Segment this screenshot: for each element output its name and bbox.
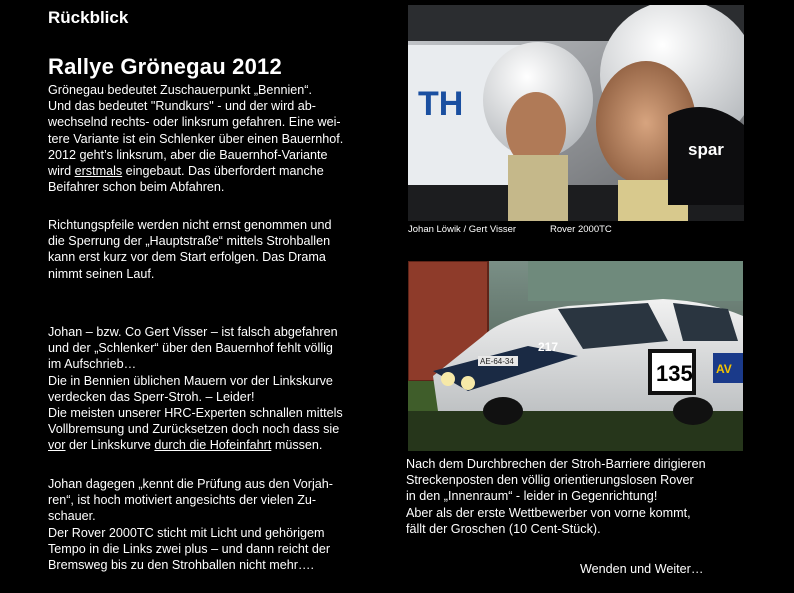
right-paragraph — [406, 456, 786, 537]
text-line: Tempo in die Links zwei plus – und dann reicht der — [48, 541, 331, 556]
text-line: ren“, ist hoch motiviert angesichts der vielen Zu- — [48, 493, 317, 508]
text-line: schauer. — [48, 509, 96, 524]
rover-car-photo — [408, 261, 743, 451]
underlined-word: erstmals — [74, 164, 123, 179]
banner-text: TH — [418, 85, 464, 123]
text-line — [48, 437, 398, 453]
intro-paragraph — [48, 82, 398, 195]
text-line: Die in Bennien üblichen Mauern vor der Linkskurve — [48, 373, 333, 388]
text-line: Grönegau bedeutet Zuschauerpunkt „Bennien“. — [48, 83, 312, 97]
drivers-photo-illustration — [408, 5, 744, 221]
text-line: Und das bedeutet "Rundkurs" - und der wird ab- — [48, 99, 316, 114]
drivers-photo — [408, 5, 744, 221]
text-line: verdecken das Sperr-Stroh. – Leider! — [48, 389, 255, 404]
licence-plate: AE-64-34 — [480, 357, 514, 366]
text-fragment: wird — [48, 164, 75, 179]
text-line: Streckenposten den völlig orientierungslosen Rover — [406, 473, 694, 488]
text-line: im Aufschrieb… — [48, 357, 137, 372]
door-number: 135 — [656, 361, 693, 386]
text-line: Bremsweg bis zu den Strohballen nicht mehr…. — [48, 558, 314, 573]
underlined-phrase: durch die Hofeinfahrt — [154, 438, 272, 453]
paragraph-4 — [48, 476, 398, 573]
article-title: Rallye Grönegau 2012 — [48, 54, 282, 79]
text-line: Johan – bzw. Co Gert Visser – ist falsch abgefahren — [48, 325, 338, 339]
section-heading: Rückblick — [48, 8, 129, 27]
text-line: 2012 geht’s linksrum, aber die Bauernhof-Variante — [48, 147, 328, 162]
underlined-word: vor — [48, 438, 66, 453]
text-line: in den „Innenraum“ - leider in Gegenrichtung! — [406, 489, 658, 504]
helmet-brand-text: spar — [688, 140, 724, 159]
text-line: die Sperrung der „Hauptstraße“ mittels Strohballen — [48, 234, 331, 249]
text-fragment: der Linkskurve — [65, 438, 155, 453]
paragraph-3 — [48, 324, 398, 454]
paragraph-2 — [48, 217, 398, 282]
text-line — [48, 163, 398, 179]
hood-number: 217 — [538, 340, 559, 354]
text-line: tere Variante ist ein Schlenker über einen Bauernhof. — [48, 131, 344, 146]
text-line: fällt der Groschen (10 Cent-Stück). — [406, 521, 601, 536]
photo-caption-names: Johan Löwik / Gert Visser — [408, 224, 517, 235]
text-line: Nach dem Durchbrechen der Stroh-Barriere dirigieren — [406, 457, 706, 471]
text-line: kann erst kurz vor dem Start erfolgen. Das Drama — [48, 250, 326, 265]
text-line: Der Rover 2000TC sticht mit Licht und gehörigem — [48, 525, 325, 540]
text-line: Richtungspfeile werden nicht ernst genommen und — [48, 218, 332, 232]
text-line: Johan dagegen „kennt die Prüfung aus den Vorjah- — [48, 477, 333, 491]
text-line: Beifahrer schon beim Abfahren. — [48, 180, 225, 195]
photo-caption-car: Rover 2000TC — [550, 224, 612, 235]
text-line: nimmt seinen Lauf. — [48, 266, 155, 281]
text-line: Aber als der erste Wettbewerber von vorne kommt, — [406, 505, 691, 520]
text-line: Vollbremsung und Zurücksetzen doch noch dass sie — [48, 422, 340, 437]
rover-car-illustration — [408, 261, 743, 451]
text-line: Die meisten unserer HRC-Experten schnallen mittels — [48, 406, 343, 421]
text-line: und der „Schlenker“ über den Bauernhof fehlt völlig — [48, 341, 333, 356]
continue-link[interactable]: Wenden und Weiter… — [580, 562, 704, 576]
side-badge: AV — [716, 362, 732, 376]
text-fragment: müssen. — [271, 438, 323, 453]
text-fragment: eingebaut. Das überfordert manche — [122, 164, 324, 179]
text-line: wechselnd rechts- oder linksrum gefahren. Eine wei- — [48, 115, 341, 130]
